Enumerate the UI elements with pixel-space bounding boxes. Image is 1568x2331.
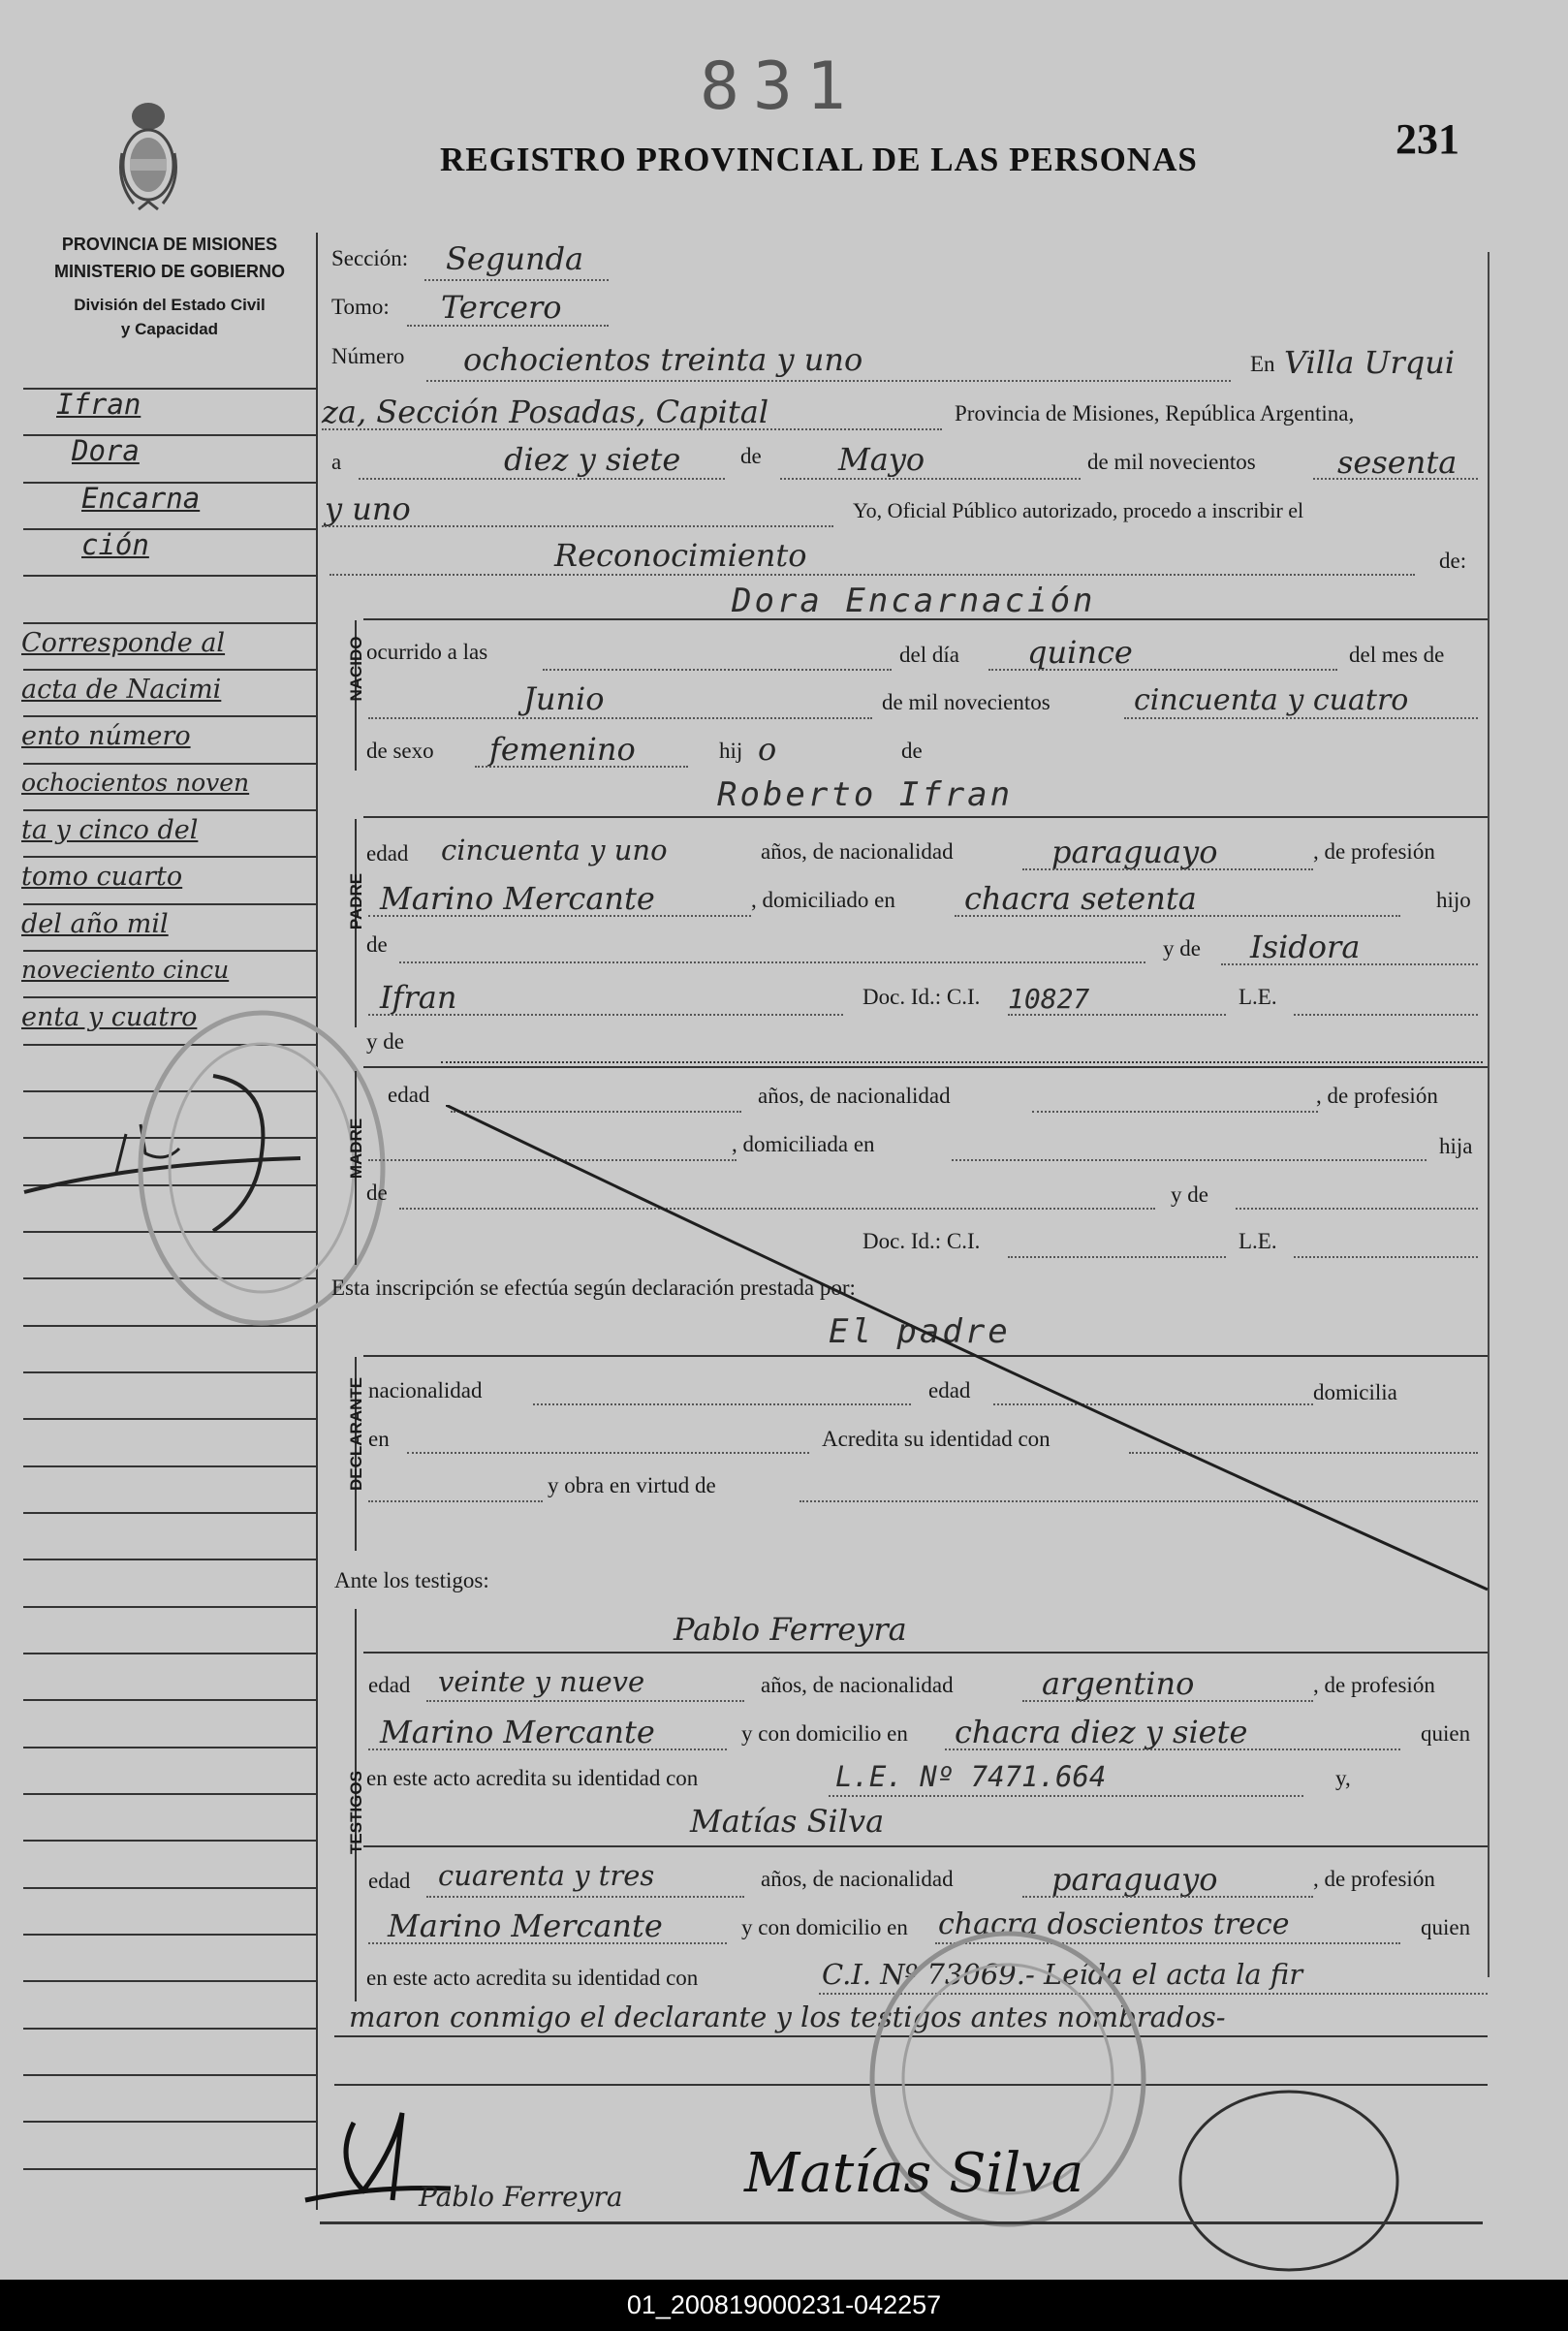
ante-testigos-label: Ante los testigos: (334, 1568, 489, 1592)
stamped-page-number: 231 (1396, 115, 1459, 163)
anio-value-a: sesenta (1337, 444, 1458, 481)
madre-de-label: de (366, 1181, 388, 1205)
seccion-value: Segunda (446, 240, 584, 277)
t1-acredita-label: en este acto acredita su identidad con (366, 1766, 699, 1790)
declarante-y-obra-label: y obra en virtud de (548, 1473, 716, 1497)
margin-note-line-6: tomo cuarto (21, 862, 183, 892)
declarante-edad-label: edad (928, 1378, 971, 1402)
madre-anios-label: años, de nacionalidad (758, 1084, 951, 1108)
padre-le-label: L.E. (1239, 985, 1277, 1009)
t1-anios-label: años, de nacionalidad (761, 1673, 954, 1697)
inscripcion-label: Esta inscripción se efectúa según declaración prestada por: (331, 1276, 856, 1300)
de-sexo-label: de sexo (366, 739, 434, 763)
bottom-stamp-right (1173, 2084, 1405, 2278)
madre-profesion-label: , de profesión (1316, 1084, 1438, 1108)
t1-dom-value: chacra diez y siete (955, 1714, 1248, 1750)
margin-name-line-1: Ifran (56, 388, 141, 421)
margin-note-line-8: noveciento cincu (21, 956, 230, 984)
del-dia-label: del día (899, 643, 959, 667)
t2-edad-label: edad (368, 1869, 411, 1893)
t1-prof-value: Marino Mercante (380, 1714, 655, 1750)
padre-ci-value: 10827 (1008, 983, 1090, 1015)
side-label-testigos: TESTIGOS (347, 1771, 365, 1854)
header-ministry: MINISTERIO DE GOBIERNO (53, 262, 286, 281)
del-mes-label: del mes de (1349, 643, 1445, 667)
t2-doc-value: C.I. Nº 73069.- Leída el acta la fir (822, 1958, 1303, 1991)
numero-label: Número (331, 344, 405, 368)
padre-nac-value: paraguayo (1051, 834, 1218, 870)
inscripto-value: Dora Encarnación (732, 582, 1096, 620)
margin-note-line-2: acta de Nacimi (21, 675, 222, 705)
de-colon-label: de: (1439, 549, 1467, 573)
padre-y-de-label: y de (1163, 936, 1201, 961)
abuela-value: Isidora (1250, 929, 1361, 965)
declarante-domicilia-label: domicilia (1313, 1380, 1397, 1404)
margin-name-line-4: ción (81, 528, 149, 561)
t2-anios-label: años, de nacionalidad (761, 1867, 954, 1891)
tomo-value: Tercero (441, 289, 562, 326)
anio-value-b: y uno (325, 490, 411, 527)
t2-con-domicilio-label: y con domicilio en (741, 1915, 908, 1939)
lugar-value-a: Villa Urqui (1284, 344, 1456, 381)
numero-value: ochocientos treinta y uno (463, 341, 863, 378)
margin-name-line-2: Dora (72, 434, 140, 467)
t2-nac-value: paraguayo (1051, 1861, 1218, 1898)
t1-edad-label: edad (368, 1673, 411, 1697)
t2-nombre-value: Matías Silva (690, 1803, 885, 1840)
t2-quien-label: quien (1421, 1915, 1471, 1939)
side-label-declarante: DECLARANTE (347, 1376, 365, 1491)
t1-nombre-value: Pablo Ferreyra (674, 1611, 907, 1648)
handwritten-page-number: 831 (700, 48, 860, 125)
madre-hija-label: hija (1439, 1134, 1473, 1158)
padre-profesion-label: , de profesión (1313, 839, 1435, 864)
side-label-padre: PADRE (347, 872, 365, 930)
padre-de-label: de (366, 932, 388, 957)
de-mil-nov2-label: de mil novecientos (882, 690, 1051, 714)
t2-dom-value: chacra doscientos trece (938, 1907, 1290, 1941)
t1-y-label: y, (1335, 1766, 1351, 1790)
provincia-label: Provincia de Misiones, República Argentina, (955, 401, 1355, 425)
padre-domiciliado-label: , domiciliado en (751, 888, 895, 912)
cancel-diagonal-line (446, 1105, 1492, 1599)
document-title: REGISTRO PROVINCIAL DE LAS PERSONAS (440, 141, 1198, 178)
madre-edad-label: edad (388, 1083, 430, 1107)
header-division: División del Estado Civil (74, 296, 266, 314)
t1-con-domicilio-label: y con domicilio en (741, 1721, 908, 1746)
madre-domiciliada-label: , domiciliada en (732, 1132, 875, 1156)
signature-matias: Matías Silva (744, 2142, 1084, 2205)
margin-note-line-4: ochocientos noven (21, 769, 250, 797)
dia-value: diez y siete (504, 441, 681, 478)
t2-edad-value: cuarenta y tres (438, 1859, 655, 1892)
image-footer-id: 01_200819000231-042257 (0, 2280, 1568, 2331)
de-label-2: de (901, 739, 923, 763)
ocurrido-label: ocurrido a las (366, 640, 488, 664)
side-label-madre: MADRE (347, 1118, 365, 1180)
hij-suffix-value: o (758, 731, 777, 768)
padre-edad-value: cincuenta y uno (441, 834, 668, 866)
sexo-value: femenino (489, 731, 636, 768)
side-label-nacido: NACIDO (347, 636, 365, 702)
t1-edad-value: veinte y nueve (438, 1665, 645, 1698)
de-label-1: de (740, 444, 762, 468)
padre-edad-label: edad (366, 841, 409, 866)
padre-anios-label: años, de nacionalidad (761, 839, 954, 864)
margin-note-line-7: del año mil (21, 909, 169, 939)
padre-dom-value: chacra setenta (964, 880, 1197, 917)
dia-nac-value: quince (1027, 634, 1133, 671)
margin-note-line-3: ento número (21, 721, 191, 751)
t2-acredita-label: en este acto acredita su identidad con (366, 1966, 699, 1990)
declarante-nac-label: nacionalidad (368, 1378, 483, 1402)
declarante-en-label: en (368, 1427, 390, 1451)
t1-doc-value: L.E. Nº 7471.664 (835, 1760, 1107, 1793)
padre-nombre-value: Roberto Ifran (717, 775, 1014, 814)
hij-label: hij (719, 739, 743, 763)
declarante-value: El padre (829, 1312, 1011, 1351)
madre-le-label: L.E. (1239, 1229, 1277, 1253)
en-label: En (1250, 352, 1275, 376)
t1-quien-label: quien (1421, 1721, 1471, 1746)
padre-doc-label: Doc. Id.: C.I. (862, 985, 981, 1009)
header-province: PROVINCIA DE MISIONES (61, 235, 278, 254)
padre-prof-value: Marino Mercante (380, 880, 655, 917)
de-mil-nov-label: de mil novecientos (1087, 450, 1256, 474)
mes-nac-value: Junio (523, 680, 605, 717)
t1-profesion-label: , de profesión (1313, 1673, 1435, 1697)
madre-y-de-label-2: y de (1171, 1182, 1208, 1207)
t1-nac-value: argentino (1042, 1665, 1195, 1702)
t2-profesion-label: , de profesión (1313, 1867, 1435, 1891)
closing-value: maron conmigo el declarante y los testigos antes nombrados- (349, 2000, 1226, 2033)
declarante-acredita-label: Acredita su identidad con (822, 1427, 1051, 1451)
padre-hijo-label: hijo (1436, 888, 1471, 912)
t2-prof-value: Marino Mercante (388, 1907, 663, 1944)
tomo-label: Tomo: (331, 295, 390, 319)
madre-doc-label: Doc. Id.: C.I. (862, 1229, 981, 1253)
margin-note-line-1: Corresponde al (21, 628, 226, 658)
signature-pablo: Pablo Ferreyra (419, 2181, 623, 2213)
acto-value: Reconocimiento (554, 537, 807, 574)
margin-note-line-5: ta y cinco del (21, 815, 199, 845)
seccion-label: Sección: (331, 246, 409, 270)
anio-nac-value: cincuenta y cuatro (1134, 683, 1409, 717)
margin-name-line-3: Encarna (81, 482, 201, 515)
header-capacity: y Capacidad (120, 320, 219, 338)
yo-oficial-label: Yo, Oficial Público autorizado, procedo a inscribir el (853, 498, 1304, 522)
lugar-value-b: za, Sección Posadas, Capital (322, 394, 769, 430)
abuela-ap-value: Ifran (380, 979, 457, 1016)
coat-of-arms-icon (114, 95, 182, 216)
madre-y-de-label: y de (366, 1029, 404, 1054)
a-label: a (331, 450, 342, 474)
mes-value: Mayo (838, 441, 925, 478)
margin-note-line-9: enta y cuatro (21, 1002, 198, 1032)
